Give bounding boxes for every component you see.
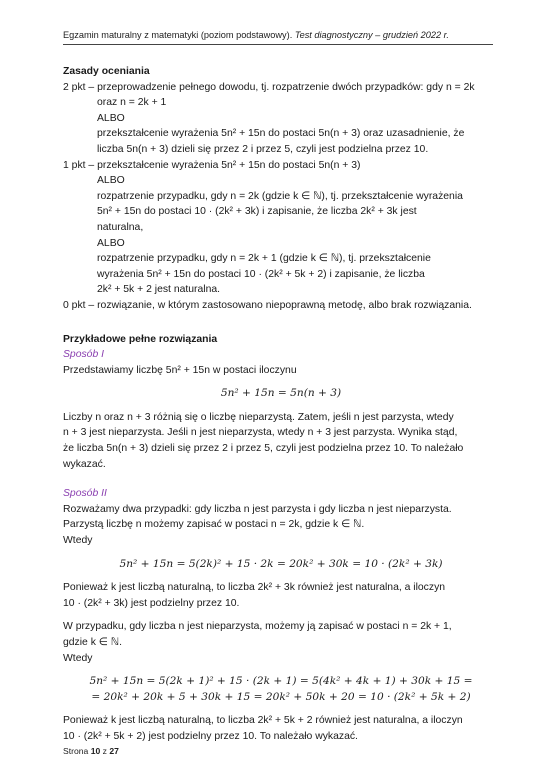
- equation: = 20k² + 20k + 5 + 30k + 15 = 20k² + 50k + 20 = 10 · (2k² + 5k + 2): [91, 690, 471, 703]
- rule-line: 2 pkt – przeprowadzenie pełnego dowodu, tj. rozpatrzenie dwóch przypadków: gdy n = 2k: [63, 81, 475, 93]
- footer-prefix: Strona: [63, 746, 89, 756]
- method-1-label: Sposób I: [63, 349, 105, 361]
- spacer: [63, 666, 499, 674]
- paragraph-line: Ponieważ k jest liczbą naturalną, to liczba 2k² + 3k również jest naturalna, a iloczyn: [63, 582, 446, 594]
- paragraph-line: Parzystą liczbę n możemy zapisać w postaci n = 2k, gdzie k ∈ ℕ.: [63, 519, 365, 531]
- page-header: [63, 30, 493, 40]
- rule-line: 0 pkt – rozwiązanie, w którym zastosowano niepoprawną metodę, albo brak rozwiązania.: [63, 299, 472, 311]
- rule-line: rozpatrzenie przypadku, gdy n = 2k + 1 (gdzie k ∈ ℕ), tj. przekształcenie: [97, 253, 431, 265]
- header-left: Egzamin maturalny z matematyki (poziom podstawowy).: [63, 30, 293, 40]
- paragraph-line: Liczby n oraz n + 3 różnią się o liczbę nieparzystą. Zatem, jeśli n jest parzysta, wtedy: [63, 411, 454, 423]
- paragraph-line: Ponieważ k jest liczbą naturalną, to liczba 2k² + 5k + 2 również jest naturalna, a iloczyn: [63, 715, 463, 727]
- scoring-rules-title: Zasady oceniania: [63, 66, 150, 77]
- equation: 5n² + 15n = 5(2k + 1)² + 15 · (2k + 1) = 5(4k² + 4k + 1) + 30k + 15 =: [89, 675, 473, 688]
- equation: 5n² + 15n = 5(2k)² + 15 · 2k = 20k² + 30k = 10 · (2k² + 3k): [119, 557, 443, 570]
- page-content: [63, 64, 499, 745]
- rule-line: 1 pkt – przekształcenie wyrażenia 5n² + 15n do postaci 5n(n + 3): [63, 159, 361, 171]
- spacer: [63, 314, 499, 332]
- paragraph-line: że liczba 5n(n + 3) dzieli się przez 2 i przez 5, czyli jest podzielna przez 10. To należało: [63, 443, 464, 455]
- solutions-title: Przykładowe pełne rozwiązania: [63, 333, 218, 345]
- spacer: [63, 402, 499, 410]
- rule-line: przekształcenie wyrażenia 5n² + 15n do postaci 5n(n + 3) oraz uzasadnienie, że: [97, 128, 465, 140]
- header-rule: [63, 44, 493, 45]
- paragraph-line: n + 3 jest nieparzysta. Jeśli n jest nieparzysta, wtedy n + 3 jest parzysta. Wynika stąd,: [63, 427, 458, 439]
- rule-line: 2k² + 5k + 2 jest naturalna.: [97, 284, 221, 296]
- paragraph-line: gdzie k ∈ ℕ.: [63, 637, 122, 648]
- paragraph-line: wykazać.: [63, 458, 106, 470]
- rule-line: liczba 5n(n + 3) dzieli się przez 2 i przez 5, czyli jest podzielna przez 10.: [97, 143, 429, 155]
- footer-separator: z: [102, 746, 107, 756]
- spacer: [63, 549, 499, 557]
- spacer: [63, 611, 499, 619]
- footer-page-number: 10: [90, 746, 101, 756]
- equation: 5n² + 15n = 5n(n + 3): [220, 387, 342, 400]
- paragraph-line: 10 · (2k² + 5k + 2) jest podzielny przez 10. To należało wykazać.: [63, 730, 358, 742]
- spacer: [63, 472, 499, 486]
- rule-line: ALBO: [97, 112, 125, 124]
- rule-line: rozpatrzenie przypadku, gdy n = 2k (gdzie k ∈ ℕ), tj. przekształcenie wyrażenia: [97, 190, 463, 202]
- page-footer: [63, 746, 119, 756]
- rule-line: ALBO: [97, 237, 125, 249]
- rule-line: naturalna,: [97, 221, 144, 233]
- method-2-label: Sposób II: [63, 488, 107, 500]
- paragraph-line: W przypadku, gdy liczba n jest nieparzysta, możemy ją zapisać w postaci n = 2k + 1,: [63, 621, 452, 633]
- paragraph-line: Wtedy: [63, 652, 93, 664]
- paragraph-line: Przedstawiamy liczbę 5n² + 15n w postaci iloczynu: [63, 364, 297, 376]
- rule-line: oraz n = 2k + 1: [97, 97, 167, 109]
- paragraph-line: Wtedy: [63, 535, 93, 547]
- spacer: [63, 705, 499, 713]
- paragraph-line: 10 · (2k² + 3k) jest podzielny przez 10.: [63, 597, 240, 609]
- paragraph-line: Rozważamy dwa przypadki: gdy liczba n jest parzysta i gdy liczba n jest nieparzysta.: [63, 503, 452, 515]
- rule-line: wyrażenia 5n² + 15n do postaci 10 · (2k² + 5k + 2) i zapisanie, że liczba: [97, 268, 425, 280]
- rule-line: 5n² + 15n do postaci 10 · (2k² + 3k) i zapisanie, że liczba 2k² + 3k jest: [97, 206, 417, 218]
- spacer: [63, 378, 499, 386]
- header-right: Test diagnostyczny – grudzień 2022 r.: [294, 30, 449, 40]
- footer-total-pages: 27: [109, 746, 119, 756]
- spacer: [63, 572, 499, 580]
- rule-line: ALBO: [97, 175, 125, 187]
